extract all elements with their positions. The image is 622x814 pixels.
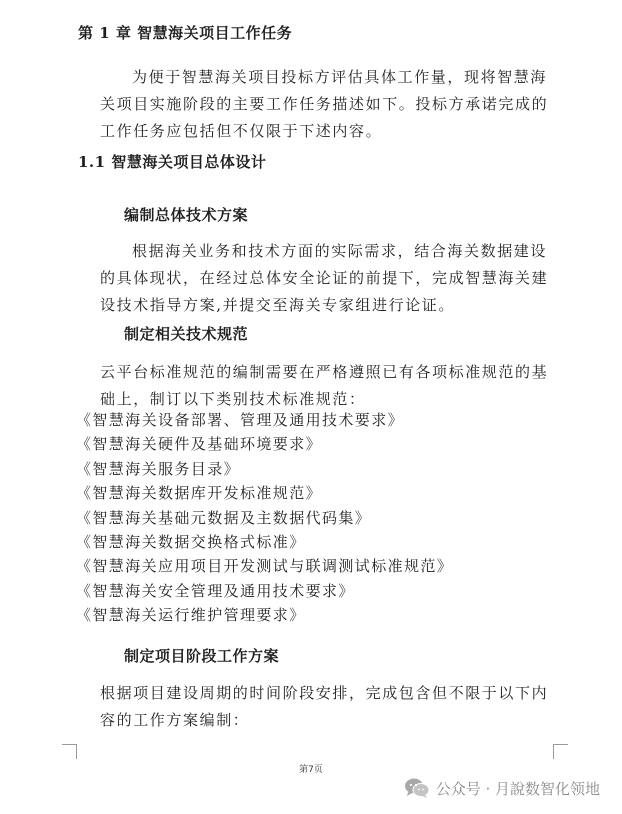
page-corner-mark [62, 744, 77, 759]
page-corner-mark [553, 744, 568, 759]
list-item: 《智慧海关安全管理及通用技术要求》 [76, 581, 355, 600]
intro-paragraph: 为便于智慧海关项目投标方评估具体工作量，现将智慧海关项目实施阶段的主要工作任务描述如下。投标方承诺完成的工作任务应包括但不仅限于下述内容。 [100, 68, 549, 140]
watermark [404, 777, 600, 799]
subsection-paragraph: 根据海关业务和技术方面的实际需求，结合海关数据建设的具体现状，在经过总体安全论证的前提下，完成智慧海关建设技术指导方案,并提交至海关专家组进行论证。 [100, 242, 549, 314]
watermark-text: 公众号 · 月說数智化领地 [435, 779, 600, 798]
chapter-title: 第 1 章 智慧海关项目工作任务 [78, 24, 293, 42]
section-title: 1.1 智慧海关项目总体设计 [78, 153, 267, 171]
list-item: 《智慧海关数据库开发标准规范》 [76, 484, 323, 503]
list-item: 《智慧海关基础元数据及主数据代码集》 [76, 508, 372, 527]
list-item: 《智慧海关应用项目开发测试与联调测试标准规范》 [76, 557, 454, 576]
list-item: 《智慧海关设备部署、管理及通用技术要求》 [76, 411, 405, 429]
standards-list [76, 408, 453, 628]
wechat-icon [404, 777, 430, 799]
subsection-heading: 制定项目阶段工作方案 [124, 647, 280, 665]
subsection-paragraph: 云平台标准规范的编制需要在严格遵照已有各项标准规范的基础上，制订以下类别技术标准规范： [100, 363, 549, 408]
list-item: 《智慧海关服务目录》 [76, 459, 241, 478]
list-item: 《智慧海关数据交换格式标准》 [76, 533, 306, 552]
subsection-paragraph: 根据项目建设周期的时间阶段安排，完成包含但不限于以下内容的工作方案编制： [100, 684, 549, 729]
list-item: 《智慧海关运行维护管理要求》 [76, 606, 306, 625]
subsection-heading: 制定相关技术规范 [124, 325, 249, 343]
subsection-heading: 编制总体技术方案 [124, 206, 249, 224]
page-number: 第7页 [299, 765, 323, 775]
list-item: 《智慧海关硬件及基础环境要求》 [76, 435, 323, 454]
